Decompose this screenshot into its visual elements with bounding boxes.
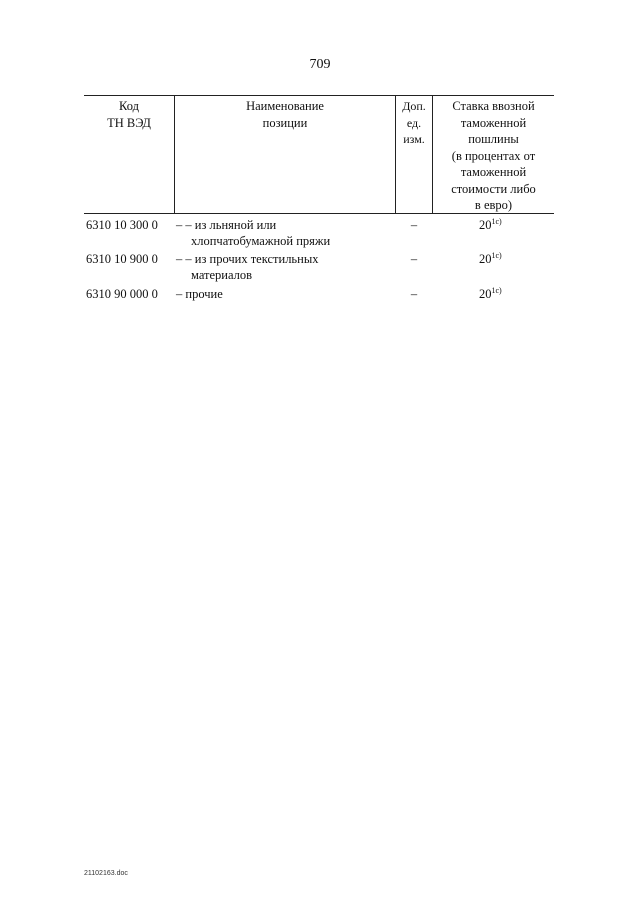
- table-header: [84, 95, 554, 214]
- row-rate: $20^{1с)}$: [479, 286, 502, 301]
- header-name: Наименование позиции: [246, 99, 324, 130]
- row-unit: –: [410, 287, 418, 301]
- page-number: 709: [309, 57, 331, 72]
- tariff-table: [84, 95, 554, 304]
- row-name: – – из льняной или хлопчатобумажной пряжи: [176, 218, 331, 248]
- document-filename: 21102163.doc: [84, 870, 128, 877]
- header-code: Код ТН ВЭД: [107, 99, 151, 130]
- rate-footnote: 1с): [491, 251, 502, 260]
- row-code: 6310 10 900 0: [86, 252, 158, 266]
- table-row: [84, 251, 554, 286]
- header-unit: Доп. ед. изм.: [402, 99, 426, 146]
- table-row: [84, 286, 554, 304]
- row-unit: –: [410, 218, 418, 232]
- row-code: 6310 90 000 0: [86, 287, 158, 301]
- row-name: – – из прочих текстильных материалов: [176, 252, 319, 282]
- header-rate: Ставка ввозной таможенной пошлины (в процентах от таможенной стоимости либо в евро): [451, 99, 536, 212]
- row-unit: –: [410, 252, 418, 266]
- row-code: 6310 10 300 0: [86, 218, 158, 232]
- table-row: [84, 217, 554, 251]
- rate-footnote: 1с): [491, 217, 502, 226]
- rate-footnote: 1с): [491, 286, 502, 295]
- row-rate: $20^{1с)}$: [479, 251, 502, 266]
- table-body: [84, 217, 554, 304]
- row-name: – прочие: [176, 287, 223, 301]
- row-rate: $20^{1с)}$: [479, 217, 502, 232]
